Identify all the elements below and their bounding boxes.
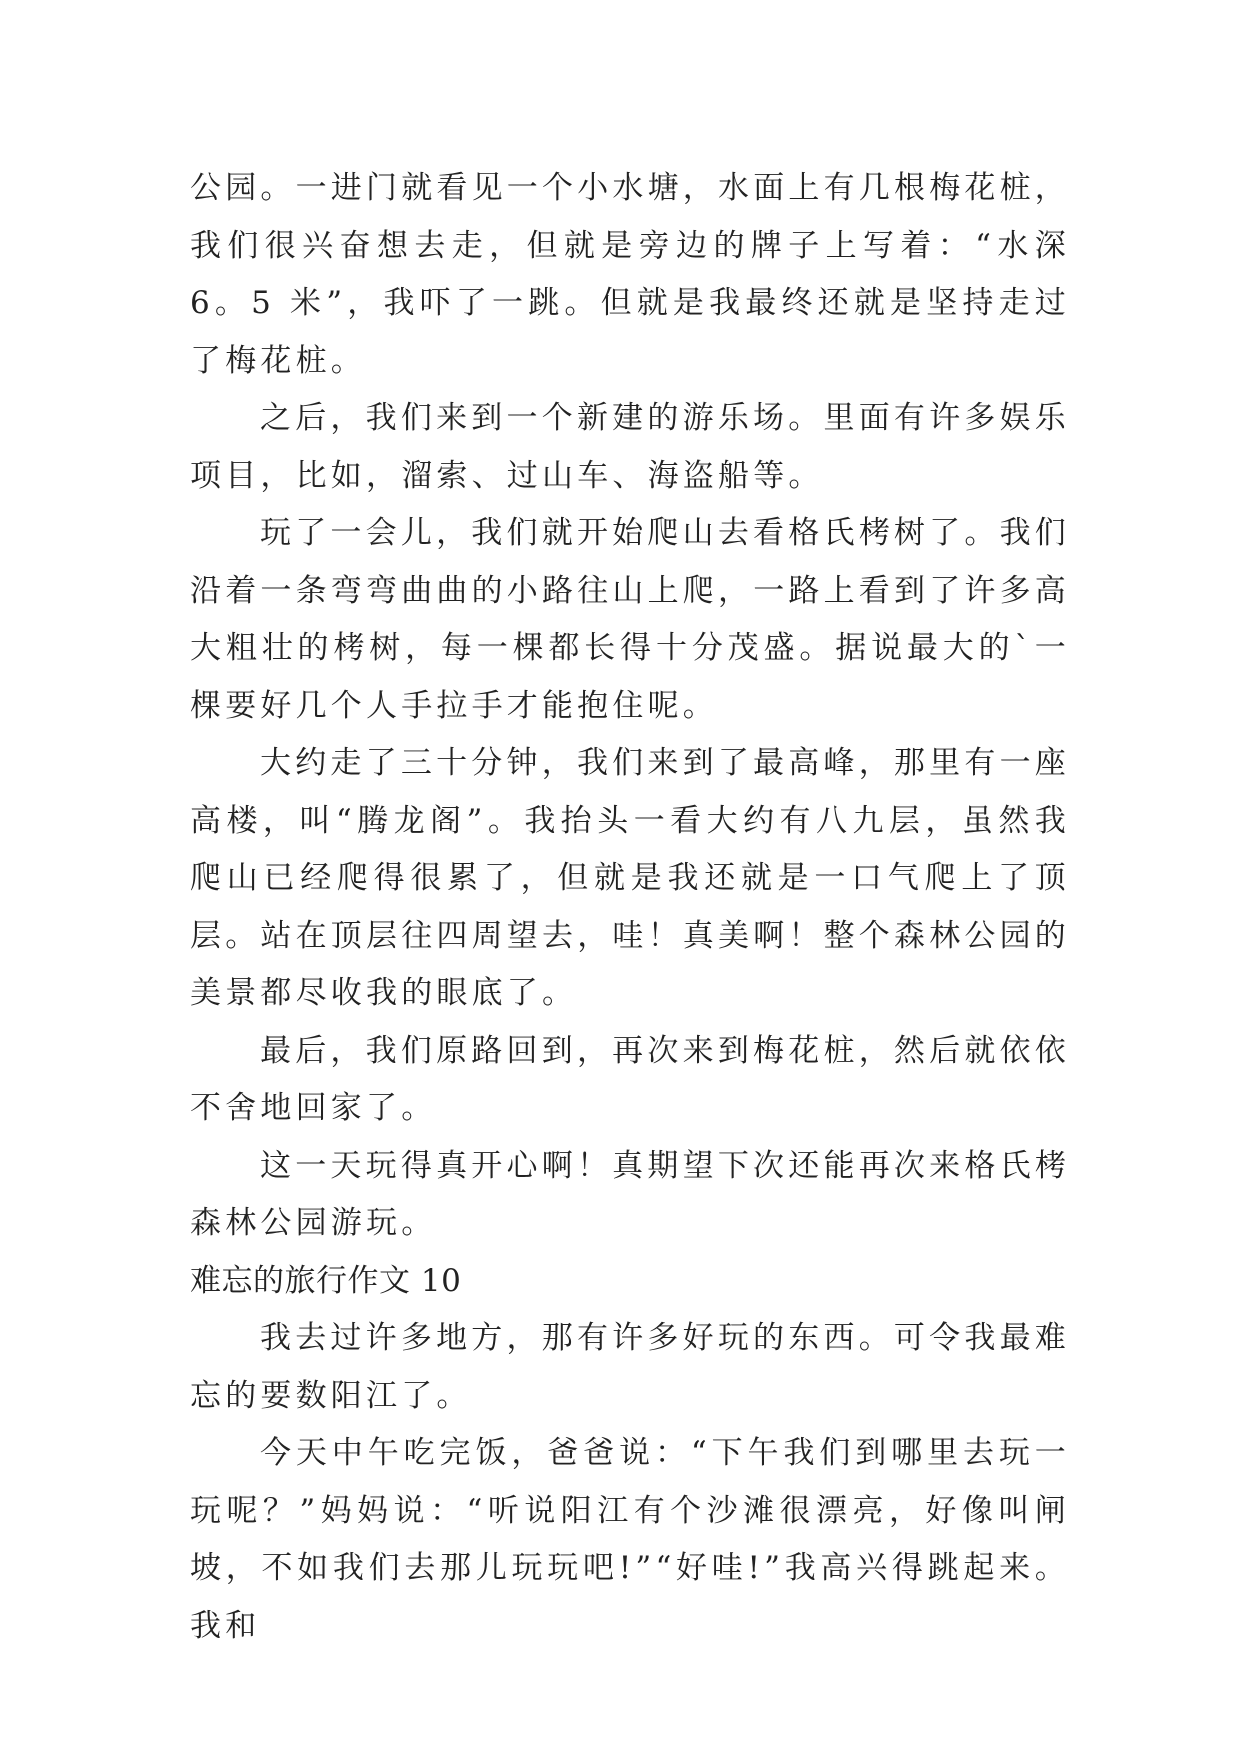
article-body — [190, 160, 1070, 1655]
paragraph: 这一天玩得真开心啊！真期望下次还能再次来格氏栲森林公园游玩。 — [190, 1147, 1070, 1241]
paragraph: 大约走了三十分钟，我们来到了最高峰，那里有一座高楼，叫“腾龙阁”。我抬头一看大约有八九层，虽然我爬山已经爬得很累了，但就是我还就是一口气爬上了顶层。站在顶层往四周望去，哇！真美啊！整个森林公园的美景都尽收我的眼底了。 — [190, 745, 1070, 1011]
paragraph: 之后，我们来到一个新建的游乐场。里面有许多娱乐项目，比如，溜索、过山车、海盗船等。 — [190, 400, 1070, 494]
paragraph: 最后，我们原路回到，再次来到梅花桩，然后就依依不舍地回家了。 — [190, 1032, 1070, 1126]
paragraph: 我去过许多地方，那有许多好玩的东西。可令我最难忘的要数阳江了。 — [190, 1320, 1070, 1414]
section-heading: 难忘的旅行作文 10 — [190, 1262, 462, 1299]
paragraph: 公园。一进门就看见一个小水塘，水面上有几根梅花桩，我们很兴奋想去走，但就是旁边的牌子上写着：“水深 6。5 米”，我吓了一跳。但就是我最终还就是坚持走过了梅花桩。 — [190, 170, 1070, 379]
paragraph: 玩了一会儿，我们就开始爬山去看格氏栲树了。我们沿着一条弯弯曲曲的小路往山上爬，一路上看到了许多高大粗壮的栲树，每一棵都长得十分茂盛。据说最大的`一棵要好几个人手拉手才能抱住呢。 — [190, 515, 1070, 724]
paragraph: 今天中午吃完饭，爸爸说：“下午我们到哪里去玩一玩呢？”妈妈说：“听说阳江有个沙滩很漂亮，好像叫闸坡，不如我们去那儿玩玩吧!”“好哇!”我高兴得跳起来。我和 — [190, 1435, 1070, 1644]
